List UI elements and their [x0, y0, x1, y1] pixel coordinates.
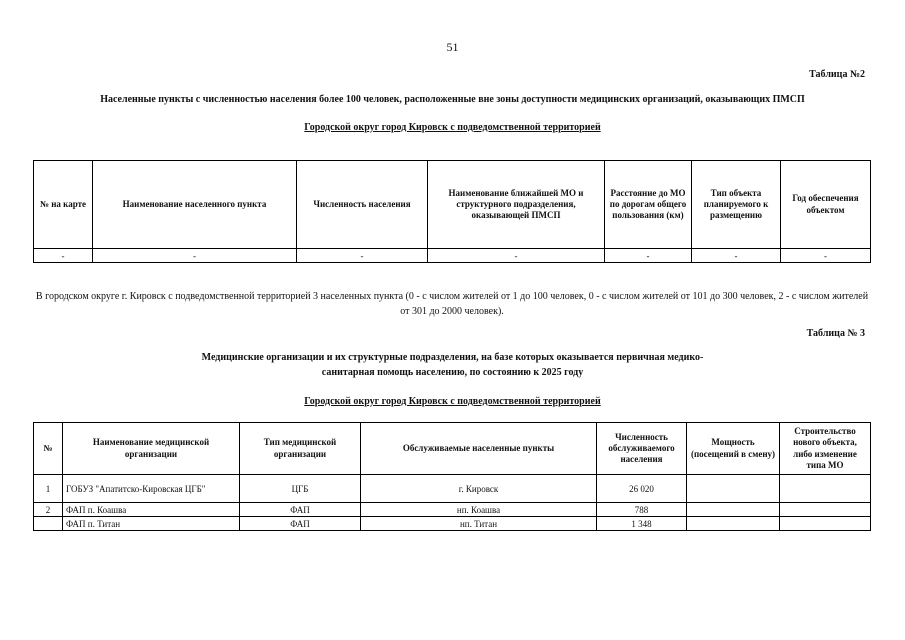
table2-heading: Населенные пункты с численностью населения более 100 человек, расположенные вне зоны доступности медицинских организаций, оказывающих ПМСП — [100, 94, 805, 105]
table-cell: ФАП п. Коашва — [63, 503, 240, 517]
table-cell: нп. Коашва — [361, 503, 597, 517]
table-cell: - — [781, 249, 871, 263]
table3-col-population: Численность обслуживаемого населения — [597, 423, 687, 475]
summary-paragraph: В городском округе г. Кировск с подведомственной территорией 3 населенных пункта (0 - с числом жителей от 1 до 100 человек, 0 - с числом жителей от 101 до 300 человек, 2 - с числом жителей от 301 до 2000 человек). — [35, 291, 869, 317]
table2-col-object-type: Тип объекта планируемого к размещению — [692, 161, 781, 249]
page-number: 51 — [446, 40, 459, 54]
table-cell: - — [93, 249, 297, 263]
table-cell: 2 — [34, 503, 63, 517]
table-cell — [34, 517, 63, 531]
table-cell — [780, 517, 871, 531]
table-cell: - — [692, 249, 781, 263]
table2-col-settlement: Наименование населенного пункта — [93, 161, 297, 249]
table3-heading-line1: Медицинские организации и их структурные подразделения, на базе которых оказывается первичная медико- — [201, 352, 704, 363]
table3 — [33, 422, 871, 531]
table2-header-row — [34, 161, 871, 249]
table-cell: 1 — [34, 475, 63, 503]
table3-col-settlements: Обслуживаемые населенные пункты — [361, 423, 597, 475]
table3-header-row — [34, 423, 871, 475]
table3-col-construction: Строительство нового объекта, либо изменение типа МО — [780, 423, 871, 475]
table-cell: - — [605, 249, 692, 263]
table-cell: ФАП — [240, 517, 361, 531]
table-cell: - — [428, 249, 605, 263]
table2-col-distance: Расстояние до МО по дорогам общего пользования (км) — [605, 161, 692, 249]
table3-col-number: № — [34, 423, 63, 475]
table-cell: - — [34, 249, 93, 263]
table-row — [34, 475, 871, 503]
table-cell: ФАП — [240, 503, 361, 517]
table-cell — [780, 503, 871, 517]
table-cell: 788 — [597, 503, 687, 517]
table-row — [34, 249, 871, 263]
table-row — [34, 503, 871, 517]
table2-col-map-number: № на карте — [34, 161, 93, 249]
table2-subheading: Городской округ город Кировск с подведомственной территорией — [304, 122, 601, 133]
table-cell: нп. Титан — [361, 517, 597, 531]
table-cell: г. Кировск — [361, 475, 597, 503]
table-cell — [687, 517, 780, 531]
table2-col-nearest-mo: Наименование ближайшей МО и структурного подразделения, оказывающей ПМСП — [428, 161, 605, 249]
table-cell: 1 348 — [597, 517, 687, 531]
table3-heading-line2: санитарная помощь населению, по состоянию к 2025 году — [321, 367, 584, 378]
table-cell: ЦГБ — [240, 475, 361, 503]
table-cell: ГОБУЗ "Апатитско-Кировская ЦГБ" — [63, 475, 240, 503]
table-cell — [687, 475, 780, 503]
table3-col-org-name: Наименование медицинской организации — [63, 423, 240, 475]
table-cell: 26 020 — [597, 475, 687, 503]
table2 — [33, 160, 871, 263]
table2-col-population: Численность населения — [297, 161, 428, 249]
table-cell — [780, 475, 871, 503]
table3-caption: Таблица № 3 — [806, 328, 865, 339]
table-cell — [687, 503, 780, 517]
table-cell: ФАП п. Титан — [63, 517, 240, 531]
table2-col-year: Год обеспечения объектом — [781, 161, 871, 249]
table3-col-org-type: Тип медицинской организации — [240, 423, 361, 475]
table-row — [34, 517, 871, 531]
table3-col-capacity: Мощность (посещений в смену) — [687, 423, 780, 475]
table2-caption: Таблица №2 — [809, 69, 865, 80]
table-cell: - — [297, 249, 428, 263]
table3-subheading: Городской округ город Кировск с подведомственной территорией — [304, 396, 601, 407]
